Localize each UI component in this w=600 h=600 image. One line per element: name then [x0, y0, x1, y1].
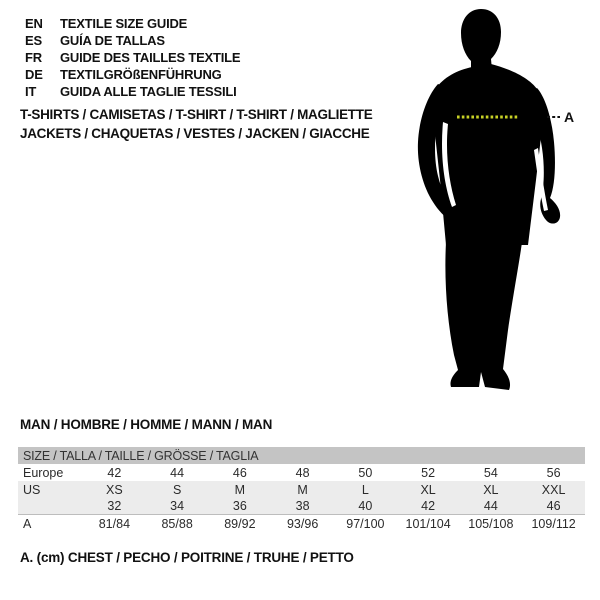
size-value: 44: [170, 465, 185, 480]
language-label: TEXTILGRÖßENFÜHRUNG: [60, 67, 222, 82]
size-value: 81/84: [98, 516, 131, 531]
table-row-us: [18, 481, 585, 498]
language-label: GUIDA ALLE TAGLIE TESSILI: [60, 84, 237, 99]
size-value: 44: [483, 499, 498, 513]
size-value: 48: [295, 465, 310, 480]
size-value: 54: [483, 465, 498, 480]
language-code: ES: [25, 33, 42, 48]
size-value: L: [361, 482, 369, 497]
man-silhouette: [350, 0, 600, 400]
silhouette-head: [461, 9, 501, 70]
size-value: 97/100: [346, 516, 385, 531]
size-value: 85/88: [161, 516, 193, 531]
size-value: 56: [546, 465, 561, 480]
size-value: XS: [106, 482, 123, 497]
size-value: 93/96: [286, 516, 319, 531]
size-value: 42: [107, 465, 122, 480]
size-value: 105/108: [468, 516, 514, 531]
language-row-en: [25, 15, 240, 32]
language-label: GUÍA DE TALLAS: [60, 33, 165, 48]
garment-categories: [20, 105, 372, 143]
table-row-europe: [18, 464, 585, 481]
row-label: A: [23, 516, 32, 531]
size-value: M: [234, 482, 246, 497]
size-value: 34: [170, 499, 185, 513]
language-code: FR: [25, 50, 42, 65]
size-value: 36: [232, 499, 247, 513]
language-row-it: [25, 83, 240, 100]
category-jackets: JACKETS / CHAQUETAS / VESTES / JACKEN / GIACCHE: [20, 126, 370, 141]
size-value: 40: [358, 499, 373, 513]
language-label: GUIDE DES TAILLES TEXTILE: [60, 50, 241, 65]
silhouette-legs: [445, 242, 522, 390]
size-value: 46: [546, 499, 561, 513]
table-row-chest-a: [18, 515, 585, 532]
language-row-es: [25, 32, 240, 49]
language-row-de: [25, 66, 240, 83]
section-title-man: MAN / HOMBRE / HOMME / MANN / MAN: [20, 417, 273, 432]
table-row-numeric: [18, 498, 585, 515]
language-code: DE: [25, 67, 43, 82]
row-label: Europe: [23, 465, 64, 480]
size-value: 32: [107, 499, 122, 513]
category-tshirts: T-SHIRTS / CAMISETAS / T-SHIRT / T-SHIRT / MAGLIETTE: [20, 107, 373, 122]
measure-label-a: A: [564, 109, 575, 125]
size-value: XL: [483, 482, 499, 497]
size-value: 42: [421, 499, 436, 513]
size-value: XL: [420, 482, 436, 497]
size-table: [18, 447, 585, 532]
size-value: 38: [295, 499, 310, 513]
row-label: US: [23, 482, 41, 497]
language-label: TEXTILE SIZE GUIDE: [60, 16, 188, 31]
language-code: EN: [25, 16, 43, 31]
language-row-fr: [25, 49, 240, 66]
language-code: IT: [25, 84, 37, 99]
size-value: 50: [358, 465, 373, 480]
size-value: 109/112: [531, 516, 576, 531]
measurement-footnote: A. (cm) CHEST / PECHO / POITRINE / TRUHE / PETTO: [20, 550, 354, 565]
size-value: 101/104: [405, 516, 451, 531]
size-value: 52: [421, 465, 436, 480]
language-list: [25, 15, 240, 100]
size-value: S: [172, 482, 182, 497]
size-value: 46: [232, 465, 247, 480]
size-table-header: SIZE / TALLA / TAILLE / GRÖSSE / TAGLIA: [18, 447, 585, 464]
size-value: M: [297, 482, 308, 497]
size-value: XXL: [541, 482, 566, 497]
size-value: 89/92: [224, 516, 256, 531]
